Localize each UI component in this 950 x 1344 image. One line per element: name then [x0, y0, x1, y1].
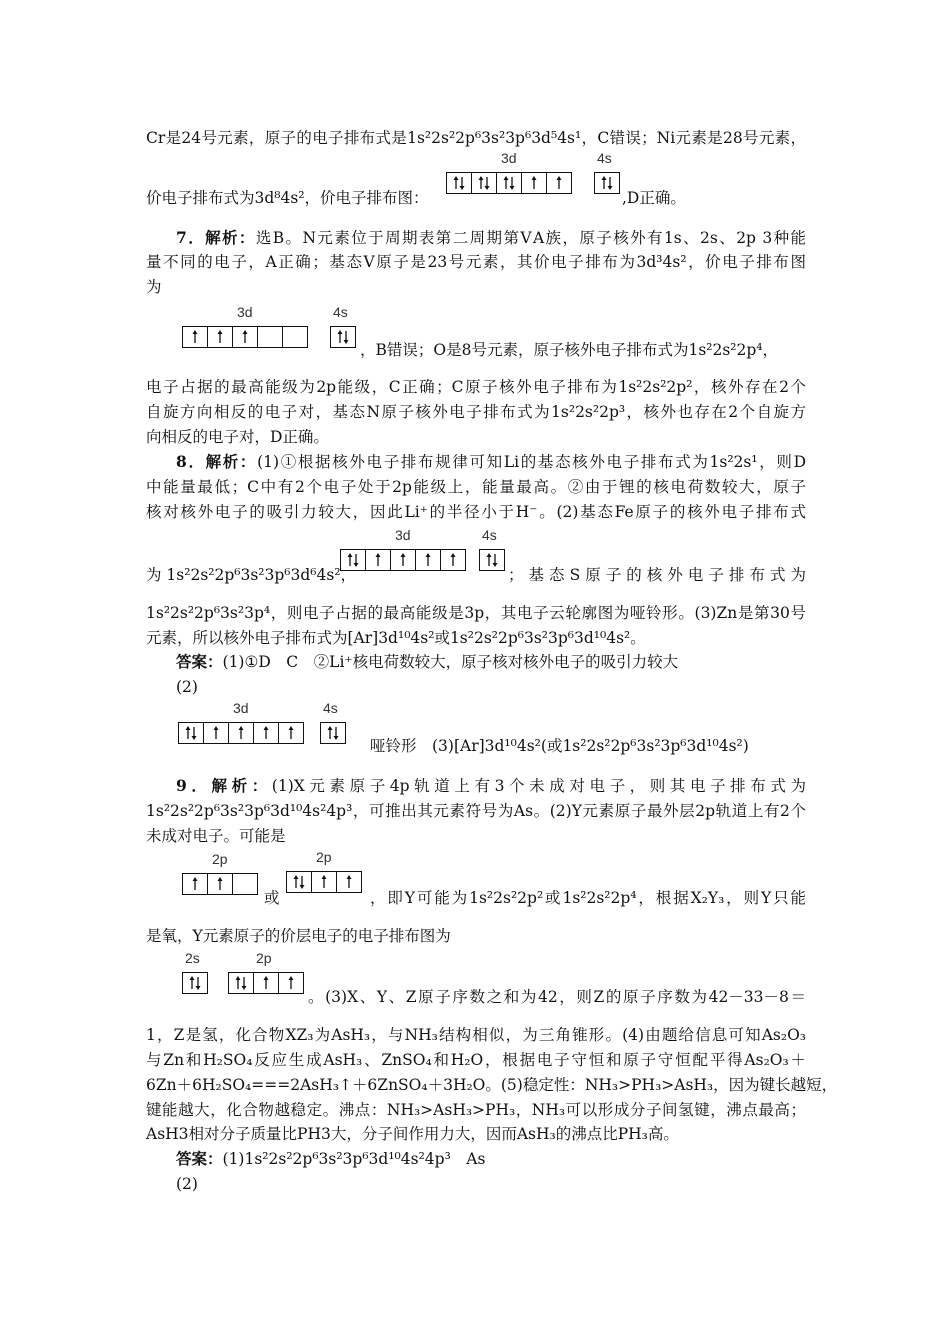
single-electron-orbital: [208, 327, 233, 347]
spin-arrow-icon: [254, 973, 278, 993]
q9-label: 9．解析：: [176, 776, 272, 795]
q8-line-3: 核对核外电子的吸引力较大，因此Li⁺的半径小于H⁻。(2)基态Fe原子的核外电子排布式: [146, 503, 806, 521]
paired-orbital: [179, 723, 204, 743]
paired-orbital: [472, 173, 497, 193]
q7-text: 选B。N元素位于周期表第二周期第ⅤA族，原子核外有1s、2s、2p 3种能: [255, 229, 806, 247]
orbital-label-2p: 2p: [256, 950, 272, 966]
q8-answer-1: [176, 652, 836, 672]
orbital-label-4s: 4s: [597, 150, 612, 166]
q7-line-7: 向相反的电子对，D正确。: [146, 428, 329, 446]
q7-line-1: [176, 228, 806, 248]
paired-orbital: [331, 327, 355, 347]
single-electron-orbital: [183, 874, 208, 894]
spin-arrow-icon: [183, 874, 207, 894]
q9-line-5: 是氧，Y元素原子的价层电子的电子排布图为: [146, 927, 451, 945]
q9-line-10: 键能越大，化合物越稳定。沸点：NH₃>AsH₃>PH₃，NH₃可以形成分子间氢键，沸点最高；: [146, 1101, 806, 1119]
orbital-diagram-v-3d: [182, 304, 312, 354]
q9-line-11: AsH3相对分子质量比PH3大，分子间作用力大，因而AsH₃的沸点比PH₃高。: [146, 1125, 679, 1143]
single-electron-orbital: [208, 874, 233, 894]
spin-arrow-icon: [416, 550, 440, 570]
orbital-boxes: [182, 326, 308, 348]
orbital-label-2s: 2s: [185, 950, 200, 966]
orbital-label-2p: 2p: [316, 849, 332, 865]
q8-line-2: 中能量最低；C中有2个电子处于2p能级上，能量最高。②由于锂的核电荷数较大，原子: [146, 478, 806, 496]
q7-line-3: 为: [146, 278, 162, 296]
orbital-boxes: [320, 722, 346, 744]
spin-arrow-icon: [183, 327, 207, 347]
orbital-label-3d: 3d: [395, 527, 411, 543]
orbital-boxes: [330, 326, 356, 348]
paired-orbital: [287, 872, 312, 892]
q7-line-4: ，B错误；O是8号元素，原子核外电子排布式为1s²2s²2p⁴，: [360, 341, 779, 359]
single-electron-orbital: [183, 327, 208, 347]
empty-box-icon: [283, 327, 307, 347]
q9-answer-text: (1)1s²2s²2p⁶3s²3p⁶3d¹⁰4s²4p³ As: [222, 1150, 486, 1168]
spin-arrow-icon: [312, 872, 336, 892]
spin-arrow-icon: [391, 550, 415, 570]
spin-arrow-icon: [254, 723, 278, 743]
single-electron-orbital: [254, 723, 279, 743]
orbital-diagram-2p-o: [286, 849, 366, 899]
orbital-boxes: [182, 972, 208, 994]
single-electron-orbital: [279, 973, 303, 993]
spin-arrow-icon: [208, 327, 232, 347]
intro-text: 价电子排布式为3d⁸4s²，价电子排布图：: [146, 189, 429, 207]
spin-arrow-icon: [472, 173, 496, 193]
spin-arrow-icon: [547, 173, 571, 193]
spin-arrow-icon: [179, 723, 203, 743]
single-electron-orbital: [229, 723, 254, 743]
paired-orbital: [497, 173, 522, 193]
single-electron-orbital: [254, 973, 279, 993]
single-electron-orbital: [391, 550, 416, 570]
orbital-boxes: [178, 722, 304, 744]
q8-text: (1)①根据核外电子排布规律可知Li的基态核外电子排布式为1s²2s¹，则D: [257, 453, 806, 471]
empty-orbital: [283, 327, 307, 347]
orbital-boxes: [182, 873, 258, 895]
orbital-boxes: [594, 172, 620, 194]
q8-answer-label: 答案：: [176, 652, 223, 671]
q9-line-9: 6Zn＋6H₂SO₄===2AsH₃↑＋6ZnSO₄＋3H₂O。(5)稳定性：NH₃>PH₃>AsH₃，因为键长越短，: [146, 1076, 838, 1094]
orbital-label-2p: 2p: [212, 851, 228, 867]
spin-arrow-icon: [331, 327, 355, 347]
orbital-boxes: [228, 972, 304, 994]
q9-line-8: 与Zn和H₂SO₄反应生成AsH₃、ZnSO₄和H₂O，根据电子守恒和原子守恒配平得As₂O₃＋: [146, 1051, 806, 1069]
spin-arrow-icon: [321, 723, 345, 743]
q7-line-6: 自旋方向相反的电子对，基态N原子核外电子排布式为1s²2s²2p³，核外也存在2个自旋方: [146, 403, 806, 421]
orbital-diagram-answer-4s: [320, 700, 360, 750]
paired-orbital: [595, 173, 619, 193]
paired-orbital: [183, 973, 207, 993]
spin-arrow-icon: [341, 550, 365, 570]
single-electron-orbital: [366, 550, 391, 570]
single-electron-orbital: [522, 173, 547, 193]
single-electron-orbital: [312, 872, 337, 892]
q9-line-3: 未成对电子。可能是: [146, 827, 286, 845]
single-electron-orbital: [337, 872, 361, 892]
q8-answer-2: (2): [176, 678, 198, 696]
intro-line-1: Cr是24号元素，原子的电子排布式是1s²2s²2p⁶3s²3p⁶3d⁵4s¹，C错误；Ni元素是28号元素，: [146, 129, 806, 147]
orbital-boxes: [446, 172, 572, 194]
q9-answer-2: (2): [176, 1175, 198, 1193]
orbital-diagram-answer-3d: [178, 700, 308, 750]
q9-answer-1: [176, 1149, 836, 1169]
spin-arrow-icon: [233, 327, 257, 347]
spin-arrow-icon: [229, 973, 253, 993]
q7-label: 7．解析：: [176, 228, 256, 247]
q9-text: (1)X元素原子4p轨道上有3个未成对电子，则其电子排布式为: [271, 777, 806, 795]
q7-line-5: 电子占据的最高能级为2p能级，C正确；C原子核外电子排布为1s²2s²2p²，核外存在2个: [146, 378, 806, 396]
orbital-label-3d: 3d: [501, 150, 517, 166]
spin-arrow-icon: [279, 723, 303, 743]
q8-line-4a: 为 1s²2s²2p⁶3s²3p⁶3d⁶4s²，: [146, 566, 357, 584]
orbital-diagram-2p-valence: [228, 950, 308, 1000]
intro-line-2-tail: ,D正确。: [622, 189, 686, 207]
spin-arrow-icon: [208, 874, 232, 894]
orbital-label-4s: 4s: [333, 304, 348, 320]
spin-arrow-icon: [595, 173, 619, 193]
orbital-label-4s: 4s: [323, 700, 338, 716]
orbital-boxes: [286, 871, 362, 893]
orbital-diagram-ni-3d: [446, 150, 576, 200]
paired-orbital: [229, 973, 254, 993]
q8-line-5: 1s²2s²2p⁶3s²3p⁴，则电子占据的最高能级是3p，其电子云轮廓图为哑铃形。(3)Zn是第30号: [146, 604, 806, 622]
single-electron-orbital: [233, 327, 258, 347]
empty-box-icon: [233, 874, 257, 894]
spin-arrow-icon: [366, 550, 390, 570]
spin-arrow-icon: [229, 723, 253, 743]
spin-arrow-icon: [497, 173, 521, 193]
single-electron-orbital: [204, 723, 229, 743]
q8-answer-3: 哑铃形 (3)[Ar]3d¹⁰4s²(或1s²2s²2p⁶3s²3p⁶3d¹⁰4s²): [370, 737, 749, 755]
orbital-label-4s: 4s: [482, 527, 497, 543]
q9-line-7: 1，Z是氢，化合物XZ₃为AsH₃，与NH₃结构相似，为三角锥形。(4)由题给信息可知As₂O₃: [146, 1026, 806, 1044]
paired-orbital: [447, 173, 472, 193]
spin-arrow-icon: [447, 173, 471, 193]
orbital-diagram-2s: [182, 950, 222, 1000]
q9-line-6: 。(3)X、Y、Z原子序数之和为42，则Z的原子序数为42－33－8＝: [308, 988, 806, 1006]
spin-arrow-icon: [480, 550, 504, 570]
spin-arrow-icon: [204, 723, 228, 743]
single-electron-orbital: [279, 723, 303, 743]
spin-arrow-icon: [522, 173, 546, 193]
spin-arrow-icon: [337, 872, 361, 892]
q8-line-1: [176, 452, 806, 472]
paired-orbital: [480, 550, 504, 570]
single-electron-orbital: [416, 550, 441, 570]
q8-answer-text: (1)①D C ②Li⁺核电荷数较大，原子核对核外电子的吸引力较大: [222, 653, 679, 671]
orbital-diagram-2p-c: [182, 851, 262, 901]
orbital-label-3d: 3d: [237, 304, 253, 320]
spin-arrow-icon: [287, 872, 311, 892]
q9-line-1: [176, 776, 806, 796]
single-electron-orbital: [547, 173, 571, 193]
q9-line-2: 1s²2s²2p⁶3s²3p⁶3d¹⁰4s²4p³，可推出其元素符号为As。(2)Y元素原子最外层2p轨道上有2个: [146, 802, 806, 820]
paired-orbital: [341, 550, 366, 570]
empty-orbital: [258, 327, 283, 347]
spin-arrow-icon: [279, 973, 303, 993]
spin-arrow-icon: [183, 973, 207, 993]
orbital-label-3d: 3d: [233, 700, 249, 716]
q9-answer-label: 答案：: [176, 1149, 223, 1168]
empty-orbital: [233, 874, 257, 894]
q8-label: 8．解析：: [176, 452, 258, 471]
q9-line-4: ，即Y可能为1s²2s²2p²或1s²2s²2p⁴，根据X₂Y₃，则Y只能: [370, 889, 806, 907]
q8-line-4b: ；基态S原子的核外电子排布式为: [508, 566, 806, 584]
orbital-boxes: [479, 549, 505, 571]
paired-orbital: [321, 723, 345, 743]
single-electron-orbital: [441, 550, 465, 570]
q9-or: 或: [264, 889, 280, 907]
orbital-diagram-fe-3d: [340, 527, 470, 577]
q8-line-6: 元素，所以核外电子排布式为[Ar]3d¹⁰4s²或1s²2s²2p⁶3s²3p⁶3d¹⁰4s²。: [146, 629, 646, 647]
spin-arrow-icon: [441, 550, 465, 570]
orbital-boxes: [340, 549, 466, 571]
empty-box-icon: [258, 327, 282, 347]
q7-line-2: 量不同的电子，A正确；基态V原子是23号元素，其价电子排布为3d³4s²，价电子排布图: [146, 253, 806, 271]
